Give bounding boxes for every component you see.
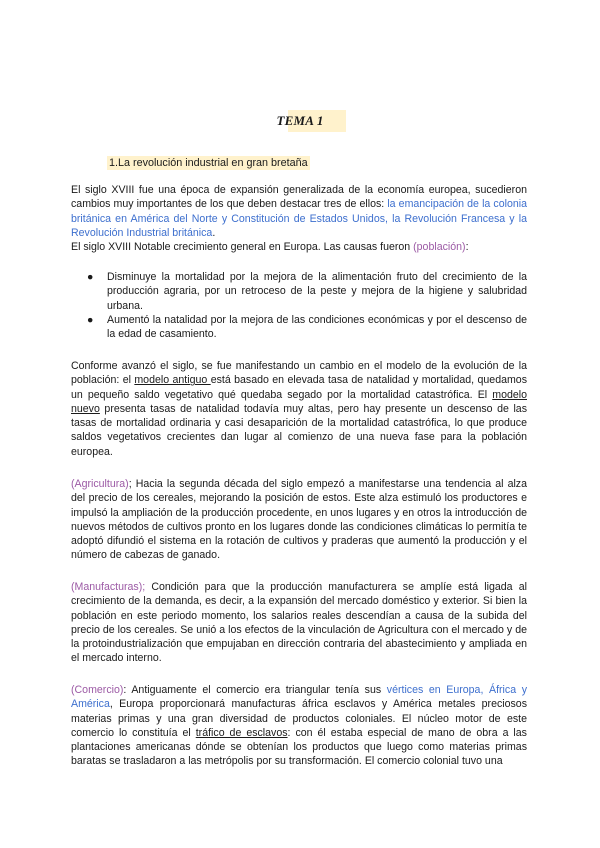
section-heading: 1.La revolución industrial en gran bretaña — [109, 157, 308, 169]
commerce-text-c: : con él estaba especial de mano de obra a las plantaciones americanas dónde se obtenían los productos que luego como materias primas baratas se trasladaron a las metrópolis por su transformación. El comercio colonial tuvo una — [71, 726, 527, 768]
commerce-text-a: : Antiguamente el comercio era triangular tenía sus — [123, 684, 387, 696]
population-text-c: presenta tasas de natalidad todavía muy altas, pero hay presente un descenso de las tasas de mortalidad ordinaria y casi desaparición de la mortalidad catastrófica, lo que produce saldos vegetativos crecientes dan lugar al comienzo de una nueva fase para la población europea. — [71, 402, 527, 458]
bullet-icon: ● — [87, 271, 94, 283]
paragraph-agriculture — [71, 477, 527, 563]
list-item-text: Disminuye la mortalidad por la mejora de la alimentación fruto del crecimiento de la producción agraria, por un retroceso de la peste y mejora de la higiene y salubridad urbana. — [107, 271, 527, 312]
section-heading-wrap — [107, 153, 310, 171]
intro-text: El siglo XVIII fue una época de expansión generalizada de la economía europea, sucedieron cambios muy importantes de los que deben destacar tres de ellos: — [71, 184, 527, 211]
population-text-b: está basado en elevada tasa de natalidad y mortalidad, quedamos un pequeño saldo vegetativo qué quedaba segado por la mortalidad catastrófica. El — [71, 374, 527, 401]
paragraph-commerce — [71, 683, 527, 769]
causes-label: (población) — [413, 241, 466, 253]
paragraph-intro — [71, 183, 527, 240]
population-text-a: Conforme avanzó el siglo, se fue manifestando un cambio en el modelo de la evolución de la población: el — [71, 360, 527, 387]
old-model-term: modelo antiguo — [134, 374, 211, 387]
intro-highlight-text: la emancipación de la colonia británica en América del Norte y Constitución de Estados Unidos, la Revolución Francesa y la Revolución Industrial británica — [71, 198, 527, 239]
list-item — [71, 270, 527, 313]
manufactures-label: (Manufacturas); — [71, 581, 146, 593]
slave-trade-term: tráfico de esclavos — [195, 726, 288, 739]
causes-text: El siglo XVIII Notable crecimiento general en Europa. Las causas fueron — [71, 241, 414, 253]
manufactures-text: Condición para que la producción manufacturera se amplíe está ligada al crecimiento de la demanda, es decir, a la expansión del mercado doméstico y exterior. Si bien la población en este periodo momento, los salarios reales descendían a causa de la subida del precio de los cereales. Se unió a los efectos de la vinculación de Agricultura con el mercado y de la protoindustrialización que empujaban en dirección contraria del abastecimiento y ampliada en el mercado interno. — [71, 581, 527, 665]
agriculture-text: ; Hacia la segunda década del siglo empezó a manifestarse una tendencia al alza del precio de los cereales, mejorando la posición de estos. Este alza estimuló los productores e impulsó la ampliación de la producción procedente, en unos lugares y en otros la introducción de nuevos métodos de cultivos pronto en los lugares donde las condiciones climáticas lo permitía te adoptó difundió el sistema en la rotación de cultivos y praderas que aumentó la producción y el número de cabezas de ganado. — [71, 478, 527, 562]
causes-list — [71, 270, 527, 341]
paragraph-population-model — [71, 359, 527, 459]
list-item — [71, 313, 527, 342]
page-title: TEMA 1 — [276, 113, 324, 128]
commerce-highlight-text: vértices en Europa, África y América — [71, 684, 527, 711]
new-model-term: modelo nuevo — [71, 388, 527, 415]
causes-end: : — [465, 241, 469, 253]
commerce-text-b: , Europa proporcionará manufacturas áfrica esclavos y América metales preciosos materias primas y una gran diversidad de productos coloniales. El núcleo motor de este comercio lo constituía el — [71, 698, 527, 739]
commerce-label: (Comercio) — [71, 684, 124, 696]
agriculture-label: (Agricultura) — [71, 478, 129, 490]
list-item-text: Aumentó la natalidad por la mejora de las condiciones económicas y por el descenso de la edad de casamiento. — [107, 313, 527, 341]
bullet-icon: ● — [87, 313, 94, 326]
paragraph-manufactures — [71, 580, 527, 666]
paragraph-causes — [71, 240, 527, 254]
intro-end: . — [212, 226, 216, 239]
